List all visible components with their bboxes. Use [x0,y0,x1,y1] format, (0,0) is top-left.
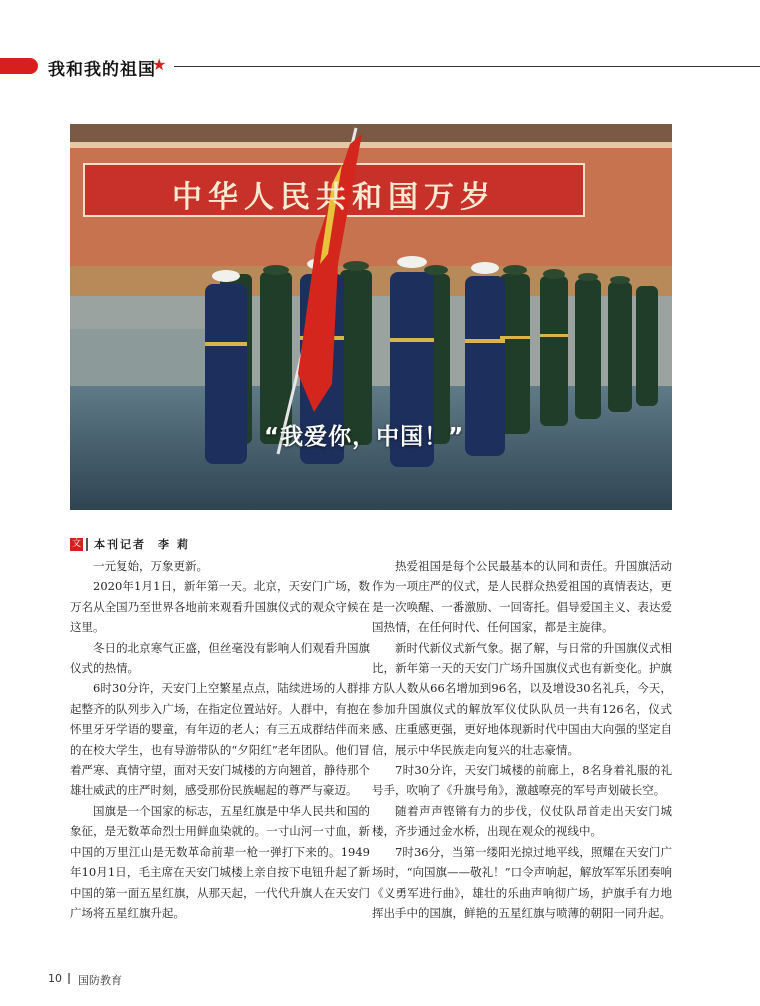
page-number: 10 [48,972,62,985]
paragraph: 6时30分许，天安门上空繁星点点，陆续进场的人群排起整齐的队列步入广场，在指定位置站好。人群中，有抱在怀里牙牙学语的婴童，有年迈的老人；有三五成群结伴而来的在校大学生，也有导游带队的“夕阳红”老年团队。他们冒着严寒、真情守望，面对天安门城楼的方向翘首，静待那个雄壮威武的庄严时刻，感受那份民族崛起的尊严与豪迈。 [70,681,370,798]
paragraph: 热爱祖国是每个公民最基本的认同和责任。升国旗活动作为一项庄严的仪式，是人民群众热爱祖国的真情表达，更是一次唤醒、一番激励、一回寄托。倡导爱国主义、表达爱国热情，在任何时代、任何国家，都是主旋律。 [372,559,672,635]
article-column-right [372,556,672,923]
article-column-left [70,556,370,923]
flag-guard-photo [70,124,672,510]
banner-text: 中华人民共和国万岁 [172,180,496,215]
byline-author: 李莉 [158,538,196,551]
column-title: 我和我的祖国 [48,60,156,80]
header-rule [174,66,760,67]
journal-name: 国防教育 [78,974,122,987]
footer-divider [68,973,70,984]
paragraph: 国旗是一个国家的标志，五星红旗是中华人民共和国的象征，是无数革命烈士用鲜血染就的。一寸山河一寸血，新中国的万里江山是无数革命前辈一枪一弹打下来的。1949年10月1日，毛主席在天安门城楼上亲自按下电钮升起了新中国的第一面五星红旗，从那天起，一代代升旗人在天安门广场将五星红旗升起。 [70,803,370,920]
section-accent-bar [0,58,38,74]
red-star-icon: ★ [152,55,167,74]
paragraph: 一元复始，万象更新。 [93,559,208,573]
byline [70,536,196,552]
byline-divider [86,538,88,551]
byline-role: 本刊记者 [94,538,146,551]
paragraph: 7时36分，当第一缕阳光掠过地平线，照耀在天安门广场时，“向国旗——敬礼！”口令声响起，解放军军乐团奏响《义勇军进行曲》，雄壮的乐曲声响彻广场，护旗手有力地挥出手中的国旗，鲜艳的五星红旗与喷薄的朝阳一同升起。 [372,844,672,920]
byline-text-mark: 文 [71,538,81,549]
paragraph: 冬日的北京寒气正盛，但丝毫没有影响人们观看升国旗仪式的热情。 [70,640,370,676]
photo-quote: “我爱你，中国！” [264,424,465,450]
paragraph: 新时代新仪式新气象。据了解，与日常的升国旗仪式相比，新年第一天的天安门广场升国旗仪式也有新变化。护旗方队人数从66名增加到96名，以及增设30名礼兵，今天，参加升国旗仪式的解放军仪仗队队员一共有126名，仪式感、庄重感更强，更好地体现新时代中国由大向强的坚定自信，展示中华民族走向复兴的壮志豪情。 [372,640,672,757]
paragraph: 随着声声铿锵有力的步伐，仪仗队昂首走出天安门城楼，齐步通过金水桥，出现在观众的视线中。 [372,803,672,839]
paragraph: 2020年1月1日，新年第一天。北京，天安门广场，数万名从全国乃至世界各地前来观看升国旗仪式的观众守候在这里。 [70,579,370,635]
paragraph: 7时30分许，天安门城楼的前廊上，8名身着礼服的礼号手，吹响了《升旗号角》，激越嘹亮的军号声划破长空。 [372,763,672,798]
